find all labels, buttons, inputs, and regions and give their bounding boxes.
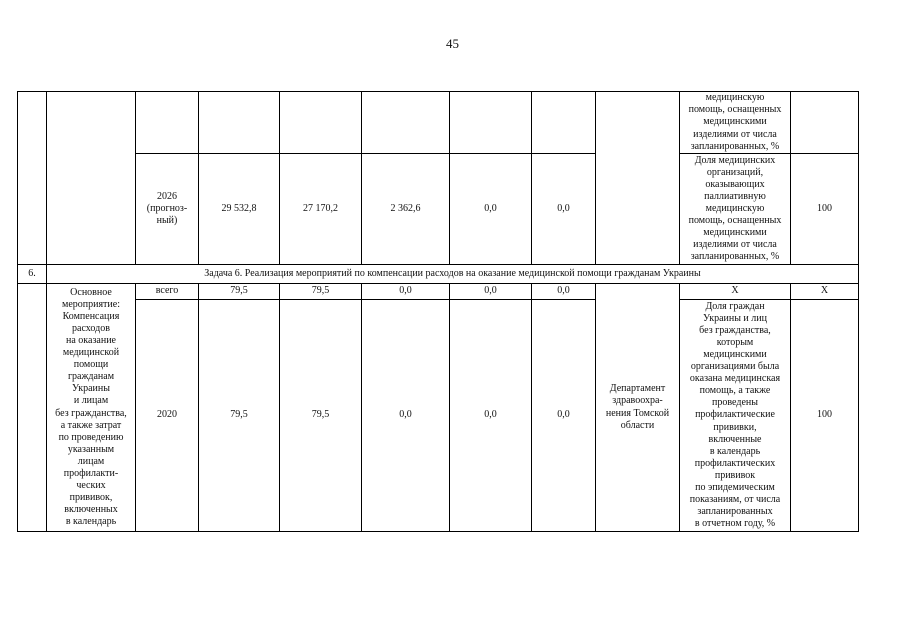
page-number: 45 [446, 36, 459, 51]
total-label: всего [136, 284, 199, 300]
indicator-cell: Доля граждан Украины и лиц без гражданства, которым медицинскими организациями была оказана медицинская помощь, а также проведены профилактические прививки, включенные в календарь профилактических прививок по эпидемическим показаниям, от числа запланированных в отчетном году, % [680, 300, 791, 532]
value-cell: 0,0 [532, 300, 596, 532]
table-row [18, 92, 859, 154]
value-cell: 0,0 [532, 284, 596, 300]
year-cell: 2020 [136, 300, 199, 532]
value-cell: 0,0 [450, 154, 532, 265]
year-cell: 2026 (прогноз- ный) [136, 154, 199, 265]
table-row [18, 284, 859, 300]
indicator-value-cell: 100 [791, 154, 859, 265]
department-cell: Департамент здравоохра- нения Томской области [596, 284, 680, 532]
program-table [17, 91, 859, 532]
total-cell: 79,5 [199, 284, 280, 300]
indicator-value-cell: 100 [791, 300, 859, 532]
event-name: Основное мероприятие: Компенсация расходов на оказание медицинской помощи гражданам Украины и лицам без гражданства, а также затрат по проведению указанным лицам профилакти- ческих прививок, включенных в календарь [47, 284, 136, 532]
task-row [18, 265, 859, 284]
x-mark: X [680, 284, 791, 300]
table-row [18, 154, 859, 265]
total-cell: 79,5 [199, 300, 280, 532]
value-cell: 0,0 [362, 284, 450, 300]
value-cell: 0,0 [362, 300, 450, 532]
value-cell: 79,5 [280, 300, 362, 532]
value-cell: 0,0 [450, 284, 532, 300]
x-mark: X [791, 284, 859, 300]
task-title: Задача 6. Реализация мероприятий по компенсации расходов на оказание медицинской помощи гражданам Украины [47, 265, 859, 284]
value-cell: 79,5 [280, 284, 362, 300]
value-cell: 0,0 [532, 154, 596, 265]
indicator-cell: медицинскую помощь, оснащенных медицинскими изделиями от числа запланированных, % [680, 92, 791, 154]
value-cell: 0,0 [450, 300, 532, 532]
task-number: 6. [18, 265, 47, 284]
table-row [18, 300, 859, 532]
total-cell: 29 532,8 [199, 154, 280, 265]
value-cell: 27 170,2 [280, 154, 362, 265]
value-cell: 2 362,6 [362, 154, 450, 265]
indicator-cell: Доля медицинских организаций, оказывающих паллиативную медицинскую помощь, оснащенных медицинскими изделиями от числа запланированных, % [680, 154, 791, 265]
